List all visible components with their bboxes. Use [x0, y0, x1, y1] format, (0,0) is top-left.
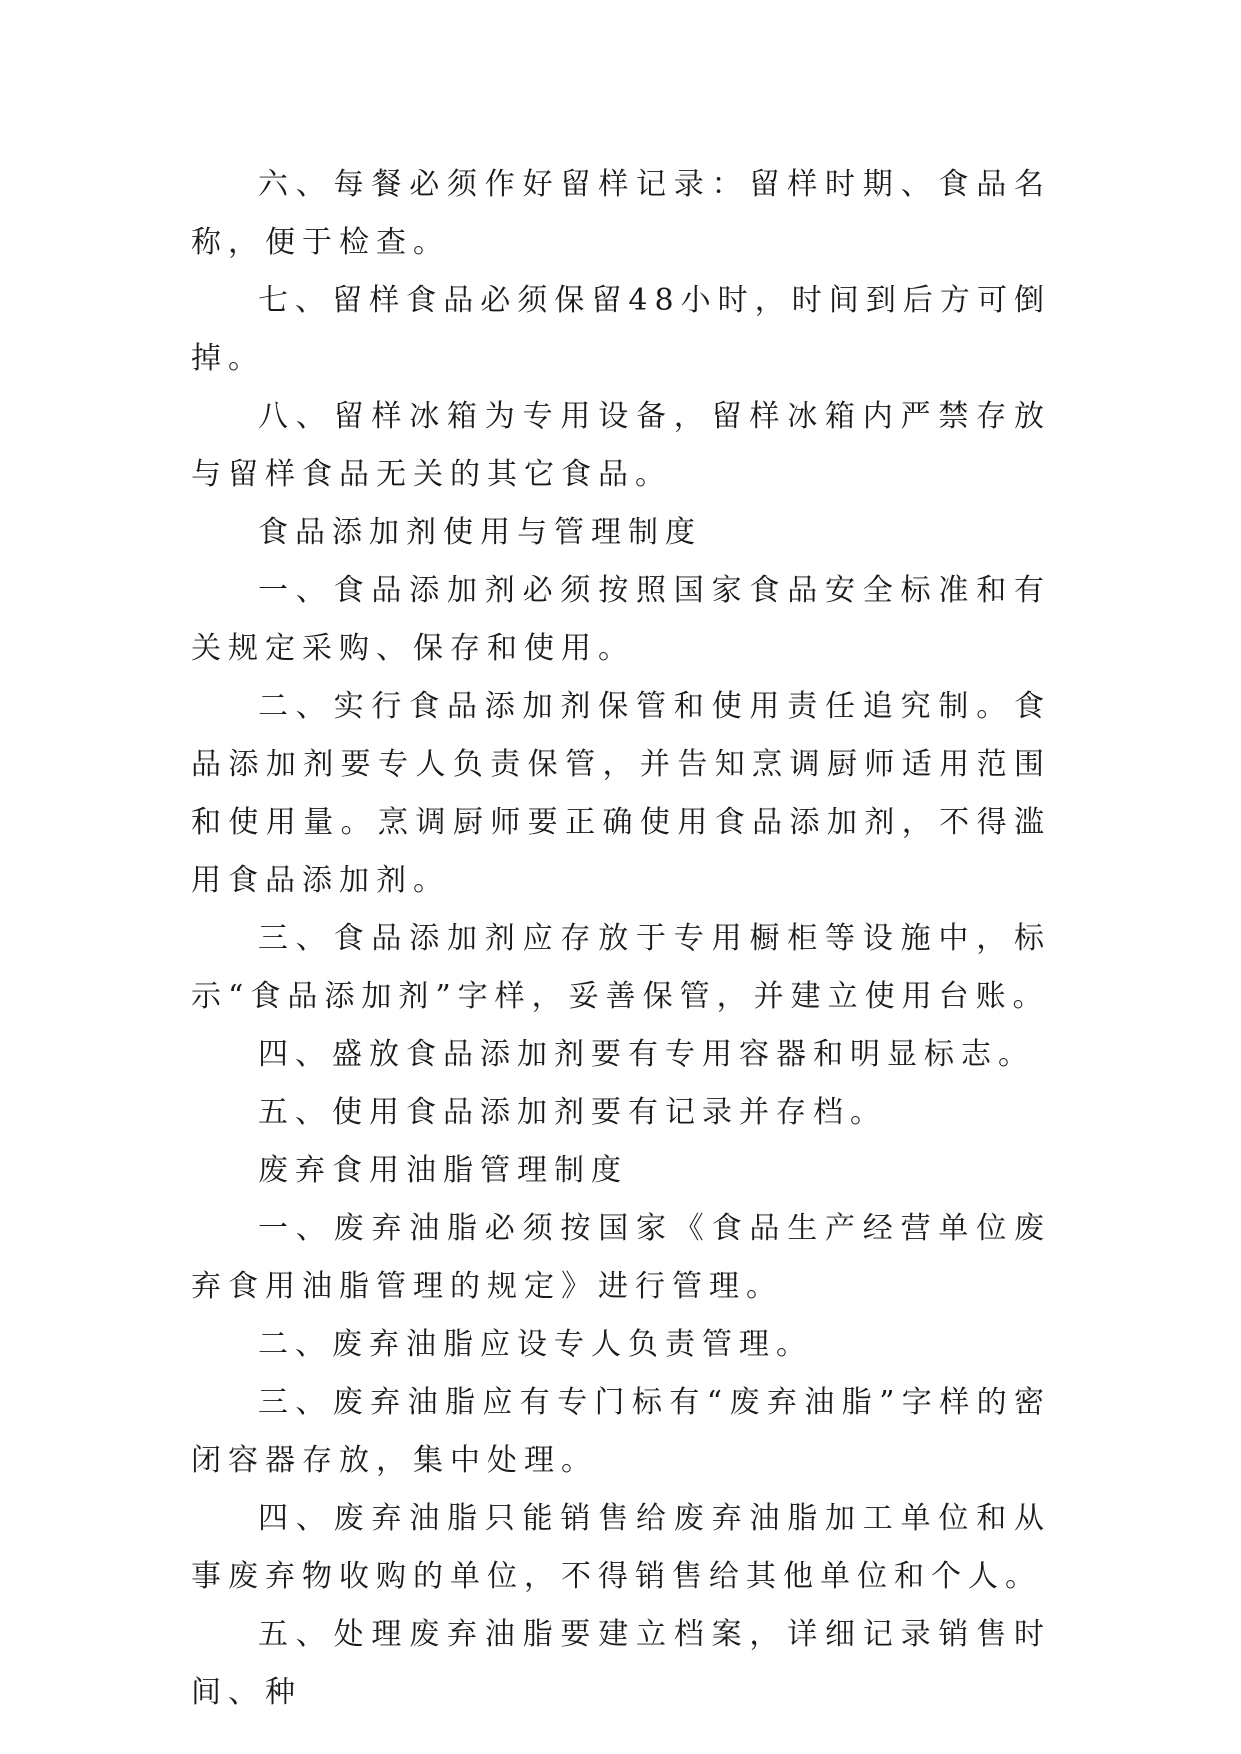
paragraph-waste-oil-3: 三、废弃油脂应有专门标有“废弃油脂”字样的密闭容器存放，集中处理。: [191, 1385, 1051, 1478]
section-heading-waste-oil: 废弃食用油脂管理制度: [258, 1153, 628, 1188]
paragraph-waste-oil-4: 四、废弃油脂只能销售给废弃油脂加工单位和从事废弃物收购的单位，不得销售给其他单位和个人。: [191, 1501, 1051, 1594]
paragraph-additives-1: 一、食品添加剂必须按照国家食品安全标准和有关规定采购、保存和使用。: [191, 573, 1051, 666]
paragraph-sample-retention: 七、留样食品必须保留48小时，时间到后方可倒掉。: [191, 283, 1051, 376]
document-body: [191, 156, 1051, 1722]
paragraph-additives-4: 四、盛放食品添加剂要有专用容器和明显标志。: [258, 1037, 1035, 1072]
paragraph-additives-3: 三、食品添加剂应存放于专用橱柜等设施中，标示“食品添加剂”字样，妥善保管，并建立使用台账。: [191, 921, 1051, 1014]
paragraph-waste-oil-2: 二、废弃油脂应设专人负责管理。: [258, 1327, 813, 1362]
section-heading-food-additives: 食品添加剂使用与管理制度: [258, 515, 702, 550]
paragraph-additives-5: 五、使用食品添加剂要有记录并存档。: [258, 1095, 887, 1130]
paragraph-waste-oil-1: 一、废弃油脂必须按国家《食品生产经营单位废弃食用油脂管理的规定》进行管理。: [191, 1211, 1051, 1304]
paragraph-additives-2: 二、实行食品添加剂保管和使用责任追究制。食品添加剂要专人负责保管，并告知烹调厨师适用范围和使用量。烹调厨师要正确使用食品添加剂，不得滥用食品添加剂。: [191, 689, 1051, 898]
paragraph-sample-fridge: 八、留样冰箱为专用设备，留样冰箱内严禁存放与留样食品无关的其它食品。: [191, 399, 1051, 492]
paragraph-waste-oil-5: 五、处理废弃油脂要建立档案，详细记录销售时间、种: [191, 1617, 1051, 1710]
paragraph-sample-record: 六、每餐必须作好留样记录：留样时期、食品名称，便于检查。: [191, 167, 1051, 260]
